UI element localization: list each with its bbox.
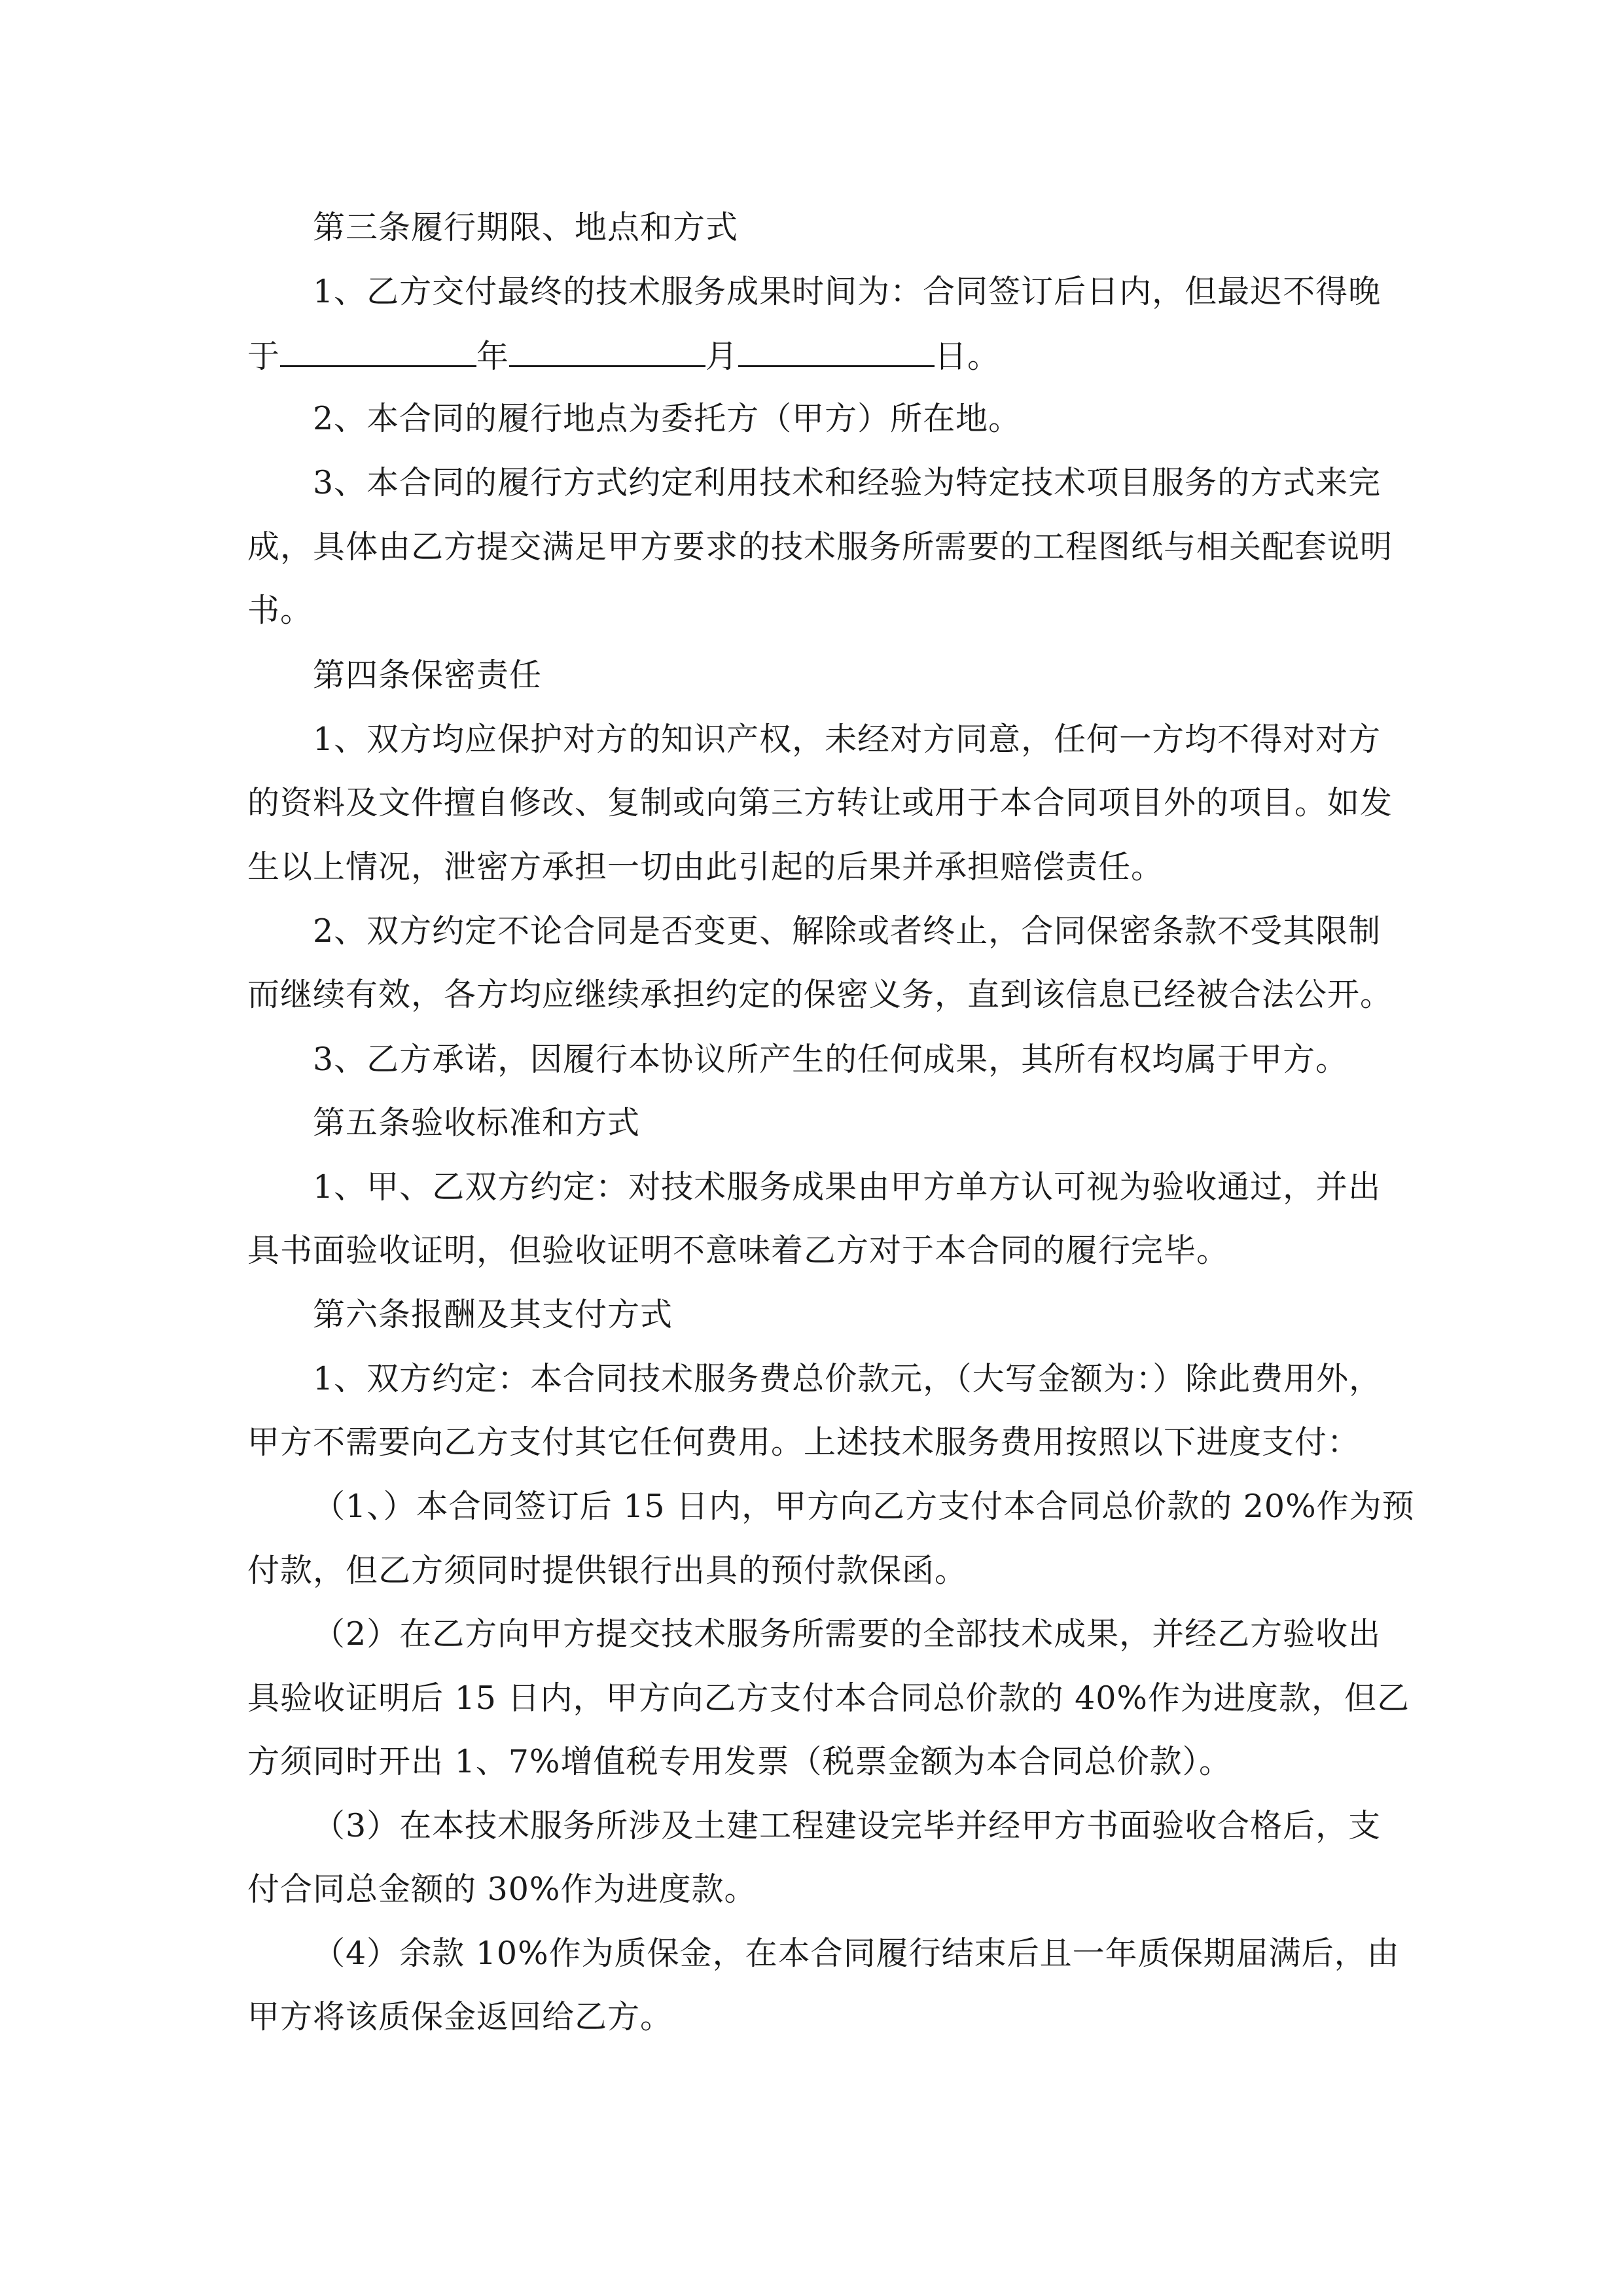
article-3-item-1-line-1: 1、乙方交付最终的技术服务成果时间为：合同签订后日内，但最迟不得晚 <box>313 273 1382 310</box>
article-3-item-3-line-1: 3、本合同的履行方式约定利用技术和经验为特定技术项目服务的方式来完 <box>313 464 1382 501</box>
year-blank <box>280 335 476 367</box>
article-4-item-2-line-2: 而继续有效，各方均应继续承担约定的保密义务，直到该信息已经被合法公开。 <box>247 976 1393 1013</box>
payment-3-line-1: （3）在本技术服务所涉及土建工程建设完毕并经甲方书面验收合格后，支 <box>313 1807 1382 1844</box>
payment-2-line-2: 具验收证明后 15 日内，甲方向乙方支付本合同总价款的 40%作为进度款，但乙 <box>247 1679 1410 1717</box>
payment-4-line-1: （4）余款 10%作为质保金，在本合同履行结束后且一年质保期届满后，由 <box>313 1935 1400 1972</box>
article-3-date-prefix: 于 <box>247 338 281 375</box>
article-6-heading: 第六条报酬及其支付方式 <box>313 1296 673 1333</box>
month-label: 月 <box>705 338 739 375</box>
article-3-heading: 第三条履行期限、地点和方式 <box>313 209 739 246</box>
month-blank <box>509 335 705 367</box>
payment-3-line-2: 付合同总金额的 30%作为进度款。 <box>247 1871 757 1908</box>
article-4-item-1-line-2: 的资料及文件擅自修改、复制或向第三方转让或用于本合同项目外的项目。如发 <box>247 784 1393 821</box>
article-4-item-2-line-1: 2、双方约定不论合同是否变更、解除或者终止，合同保密条款不受其限制 <box>313 912 1382 950</box>
article-3-item-3-line-3: 书。 <box>247 592 313 629</box>
payment-1-line-1: （1、）本合同签订后 15 日内，甲方向乙方支付本合同总价款的 20%作为预 <box>313 1488 1415 1525</box>
article-3-item-1-line-2 <box>247 335 1000 374</box>
payment-4-line-2: 甲方将该质保金返回给乙方。 <box>247 1998 673 2036</box>
article-5-heading: 第五条验收标准和方式 <box>313 1104 641 1141</box>
article-5-item-1-line-2: 具书面验收证明，但验收证明不意味着乙方对于本合同的履行完毕。 <box>247 1232 1230 1269</box>
article-4-item-3: 3、乙方承诺，因履行本协议所产生的任何成果，其所有权均属于甲方。 <box>313 1041 1349 1078</box>
payment-2-line-1: （2）在乙方向甲方提交技术服务所需要的全部技术成果，并经乙方验收出 <box>313 1615 1382 1653</box>
day-blank <box>738 335 935 367</box>
article-4-item-1-line-3: 生以上情况，泄密方承担一切由此引起的后果并承担赔偿责任。 <box>247 848 1164 886</box>
day-label: 日。 <box>935 338 1001 375</box>
payment-1-line-2: 付款，但乙方须同时提供银行出具的预付款保函。 <box>247 1552 968 1589</box>
article-6-item-1-line-2: 甲方不需要向乙方支付其它任何费用。上述技术服务费用按照以下进度支付： <box>247 1424 1361 1461</box>
article-5-item-1-line-1: 1、甲、乙双方约定：对技术服务成果由甲方单方认可视为验收通过，并出 <box>313 1168 1382 1206</box>
article-4-heading: 第四条保密责任 <box>313 656 543 694</box>
article-3-item-3-line-2: 成，具体由乙方提交满足甲方要求的技术服务所需要的工程图纸与相关配套说明 <box>247 528 1393 565</box>
payment-2-line-3: 方须同时开出 1、7%增值税专用发票（税票金额为本合同总价款）。 <box>247 1743 1232 1780</box>
article-4-item-1-line-1: 1、双方均应保护对方的知识产权，未经对方同意，任何一方均不得对对方 <box>313 721 1382 758</box>
article-6-item-1-line-1: 1、双方约定：本合同技术服务费总价款元，（大写金额为：）除此费用外， <box>313 1360 1382 1397</box>
year-label: 年 <box>476 338 510 375</box>
article-3-item-2: 2、本合同的履行地点为委托方（甲方）所在地。 <box>313 400 1022 437</box>
